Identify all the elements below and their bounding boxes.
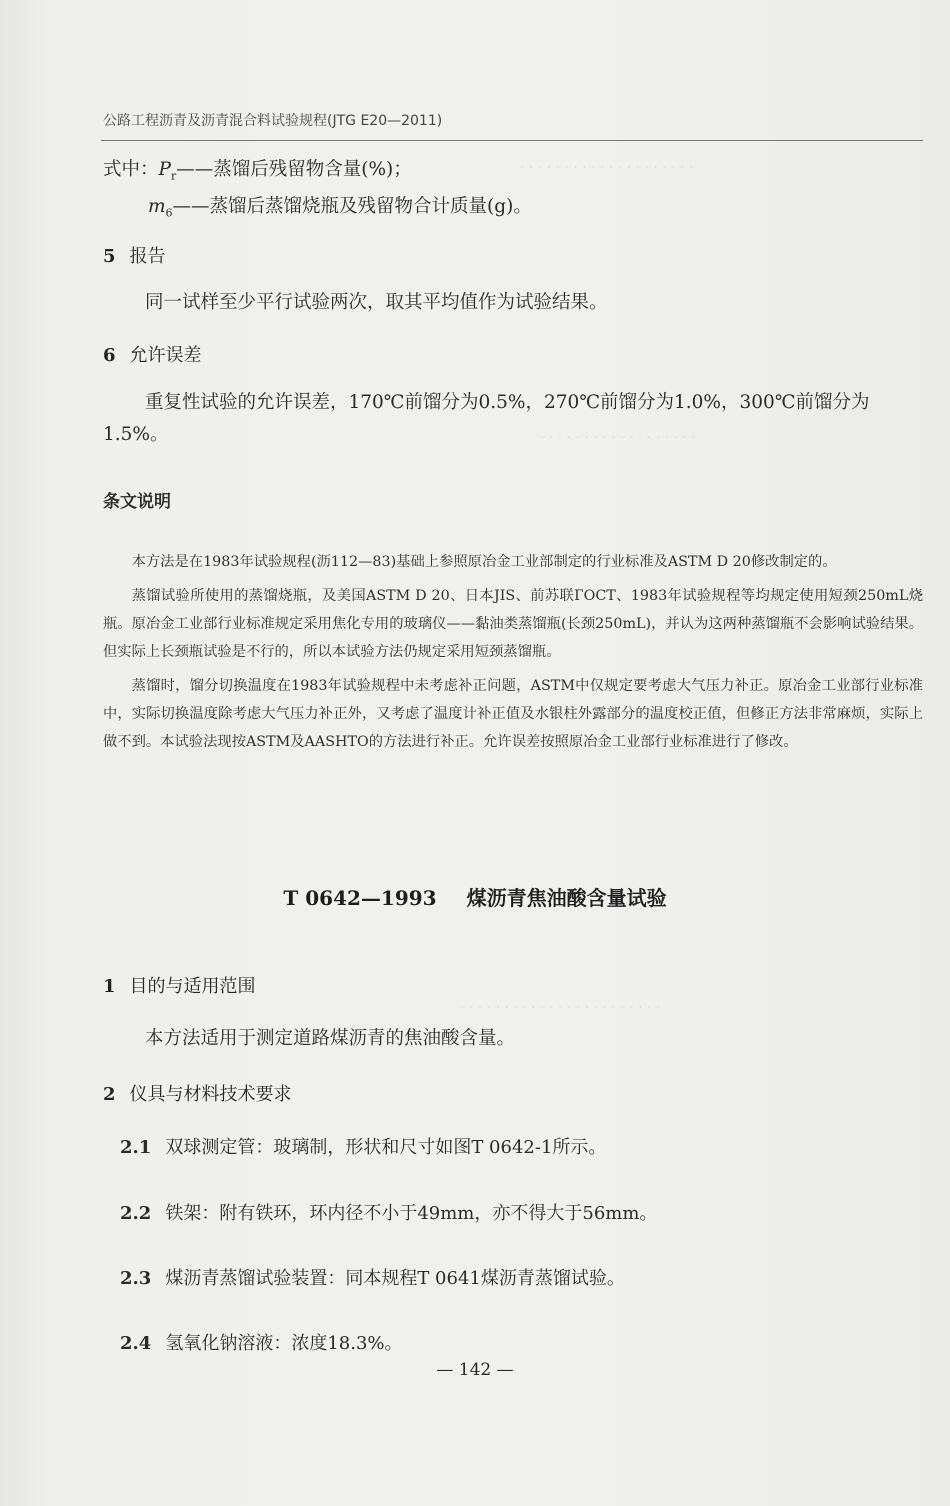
report-text: 同一试样至少平行试验两次，取其平均值作为试验结果。 <box>145 292 608 313</box>
notes-body <box>103 548 923 756</box>
heading-report <box>103 242 166 268</box>
item-text: 铁架：附有铁环，环内径不小于49mm，亦不得大于56mm。 <box>165 1203 658 1224</box>
tolerance-text <box>103 387 923 451</box>
apparatus-item <box>120 1329 403 1355</box>
tolerance-paragraph: 重复性试验的允许误差，170℃前馏分为0.5%，270℃前馏分为1.0%，300℃前馏分为1.5%。 <box>103 392 870 445</box>
note-paragraph: 蒸馏试验所使用的蒸馏烧瓶，及美国ASTM D 20、日本JIS、前苏联ГОСТ、1983年试验规程等均规定使用短颈250mL烧瓶。原冶金工业部行业标准规定采用焦化专用的玻璃仪——黏油类蒸馏瓶(长颈250mL)，并认为这两种蒸馏瓶不会影响试验结果。但实际上长颈瓶试验是不行的，所以本试验方法仍规定采用短颈蒸馏瓶。 <box>103 588 923 660</box>
item-number: 2.2 <box>120 1203 152 1224</box>
note-paragraph: 蒸馏时，馏分切换温度在1983年试验规程中未考虑补正问题，ASTM中仅规定要考虑大气压力补正。原冶金工业部行业标准中，实际切换温度除考虑大气压力补正外，又考虑了温度计补正值及水银柱外露部分的温度校正值，但修正方法非常麻烦，实际上做不到。本试验法现按ASTM及AASHTO的方法进行补正。允许误差按照原冶金工业部行业标准进行了修改。 <box>103 678 923 750</box>
method-title <box>0 882 950 911</box>
notes-title: 条文说明 <box>103 492 171 512</box>
legend-description: ——蒸馏后残留物含量(%)； <box>176 159 412 180</box>
apparatus-item <box>120 1133 606 1159</box>
apparatus-item <box>120 1264 625 1290</box>
heading-number: 6 <box>103 345 116 366</box>
bleed-through: · · · · · · · · · · · · · · · · · · · · · · · <box>460 1000 661 1016</box>
heading-number: 2 <box>103 1084 116 1105</box>
heading-title: 允许误差 <box>129 345 202 366</box>
heading-purpose <box>103 972 256 998</box>
bleed-through: · · · · · · · · · · · · · · · · · · · · <box>520 160 694 176</box>
legend-symbol: P <box>158 159 171 180</box>
legend-subscript: 6 <box>165 206 173 220</box>
heading-title: 目的与适用范围 <box>129 976 256 997</box>
item-text: 氢氧化钠溶液：浓度18.3%。 <box>165 1333 403 1354</box>
heading-number: 5 <box>103 246 116 267</box>
item-text: 煤沥青蒸馏试验装置：同本规程T 0641煤沥青蒸馏试验。 <box>165 1268 625 1289</box>
item-number: 2.3 <box>120 1268 152 1289</box>
legend-line-2 <box>148 192 532 229</box>
item-number: 2.4 <box>120 1333 152 1354</box>
heading-title: 仪具与材料技术要求 <box>129 1084 292 1105</box>
purpose-text: 本方法适用于测定道路煤沥青的焦油酸含量。 <box>145 1028 516 1049</box>
legend-prefix: 式中： <box>103 159 159 180</box>
legend-subscript: r <box>170 169 177 183</box>
apparatus-item <box>120 1199 657 1225</box>
running-header: 公路工程沥青及沥青混合料试验规程(JTG E20—2011) <box>103 113 443 129</box>
note-paragraph: 本方法是在1983年试验规程(沥112—83)基础上参照原冶金工业部制定的行业标准及ASTM D 20修改制定的。 <box>131 554 837 570</box>
heading-apparatus <box>103 1080 292 1106</box>
legend-symbol: m <box>148 196 166 217</box>
legend-description: ——蒸馏后蒸馏烧瓶及残留物合计质量(g)。 <box>172 196 532 217</box>
heading-tolerance <box>103 341 202 367</box>
method-code: T 0642—1993 <box>283 886 437 910</box>
heading-title: 报告 <box>129 246 166 267</box>
item-number: 2.1 <box>120 1137 152 1158</box>
page-number: — 142 — <box>436 1360 514 1380</box>
heading-number: 1 <box>103 976 116 997</box>
legend-line-1 <box>103 155 412 192</box>
header-rule <box>101 140 923 141</box>
method-name: 煤沥青焦油酸含量试验 <box>466 886 667 910</box>
bleed-through: · · · · · · · · · · · · · · · · · · <box>540 430 696 446</box>
item-text: 双球测定管：玻璃制，形状和尺寸如图T 0642-1所示。 <box>165 1137 607 1158</box>
